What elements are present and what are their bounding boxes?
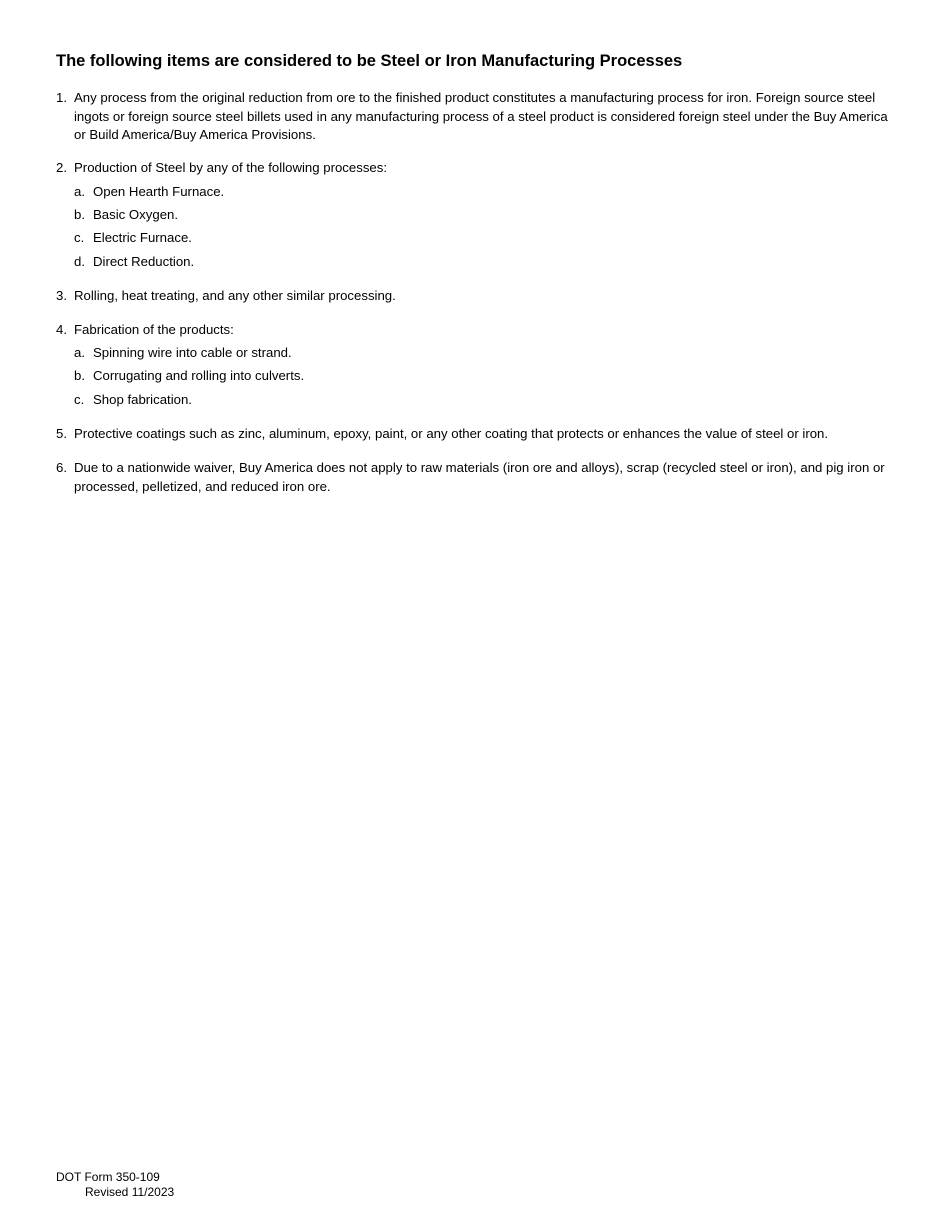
list-item-2	[56, 159, 896, 178]
list-item-text: Protective coatings such as zinc, aluminum, epoxy, paint, or any other coating that protects or enhances the value of steel or iron.	[74, 426, 829, 441]
sub-item-text: Shop fabrication.	[93, 392, 192, 407]
list-item-5	[56, 425, 896, 444]
list-item-text: Any process from the original reduction from ore to the finished product constitutes a manufacturing process for iron. Foreign source steel ingots or foreign source steel billets used in any manufacturing process of a steel product is considered foreign steel under the Buy America or Build America/Buy America Provisions.	[74, 90, 888, 142]
sub-item	[74, 367, 304, 386]
sub-item-letter: b.	[74, 207, 85, 222]
list-item-number: 2.	[56, 160, 67, 175]
sub-item-text: Electric Furnace.	[93, 230, 192, 245]
list-item-3	[56, 287, 896, 306]
list-item-number: 3.	[56, 288, 67, 303]
sub-item-letter: a.	[74, 345, 85, 360]
list-item-6	[56, 459, 896, 496]
sub-item-letter: d.	[74, 254, 85, 269]
sub-item-text: Open Hearth Furnace.	[93, 184, 225, 199]
sub-item	[74, 206, 178, 225]
list-item-number: 4.	[56, 322, 67, 337]
sub-item-text: Direct Reduction.	[93, 254, 195, 269]
sub-item	[74, 344, 292, 363]
list-item-number: 5.	[56, 426, 67, 441]
sub-item-text: Basic Oxygen.	[93, 207, 179, 222]
list-item-number: 1.	[56, 90, 67, 105]
sub-item-letter: b.	[74, 368, 85, 383]
list-item-text: Rolling, heat treating, and any other similar processing.	[74, 288, 396, 303]
sub-item-letter: a.	[74, 184, 85, 199]
sub-item	[74, 391, 192, 410]
sub-item	[74, 229, 192, 248]
sub-item-text: Corrugating and rolling into culverts.	[93, 368, 305, 383]
form-number: DOT Form 350-109	[56, 1170, 160, 1184]
sub-item	[74, 253, 194, 272]
page-title: The following items are considered to be Steel or Iron Manufacturing Processes	[56, 52, 683, 70]
list-item-text: Production of Steel by any of the following processes:	[74, 160, 388, 175]
sub-item-text: Spinning wire into cable or strand.	[93, 345, 292, 360]
sub-item-letter: c.	[74, 392, 85, 407]
list-item-number: 6.	[56, 460, 67, 475]
sub-item-letter: c.	[74, 230, 85, 245]
list-item-4	[56, 321, 896, 340]
list-item-text: Fabrication of the products:	[74, 322, 234, 337]
revision-date: Revised 11/2023	[85, 1185, 175, 1199]
list-item-1	[56, 89, 896, 145]
sub-item	[74, 183, 224, 202]
list-item-text: Due to a nationwide waiver, Buy America does not apply to raw materials (iron ore and alloys), scrap (recycled steel or iron), and pig iron or processed, pelletized, and reduced iron ore.	[74, 460, 885, 494]
